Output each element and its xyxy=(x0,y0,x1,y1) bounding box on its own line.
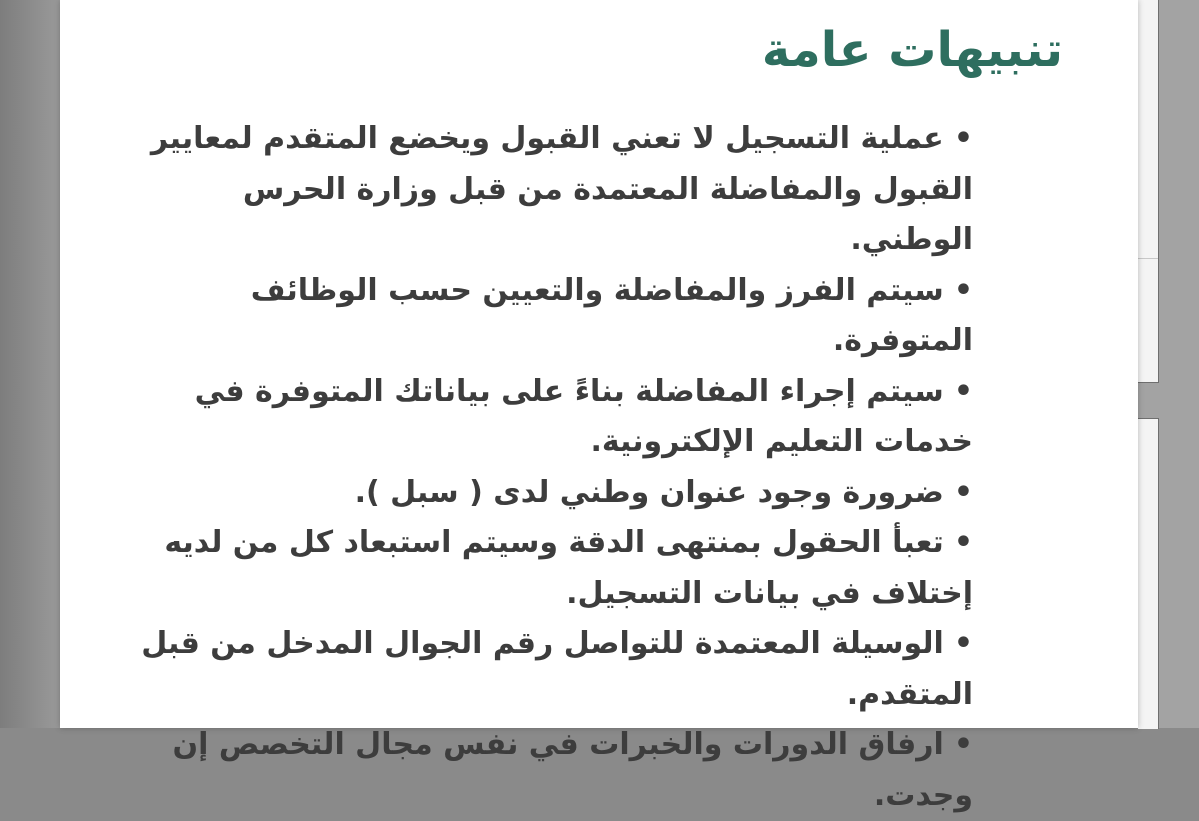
notice-item xyxy=(123,468,973,519)
background-card-top xyxy=(1138,0,1159,383)
bullet-icon: • xyxy=(953,727,973,762)
background-divider xyxy=(1138,258,1158,259)
background-card-bottom xyxy=(1138,418,1159,729)
dialog-title: تنبيهات عامة xyxy=(761,22,1063,78)
notice-text: سيتم إجراء المفاضلة بناءً على بياناتك المتوفرة في خدمات التعليم الإلكترونية. xyxy=(194,373,973,459)
bullet-icon: • xyxy=(953,272,973,308)
notice-text: ضرورة وجود عنوان وطني لدى ( سبل ). xyxy=(354,474,944,510)
bullet-icon: • xyxy=(953,525,973,560)
notice-item xyxy=(123,114,973,266)
notices-list xyxy=(123,114,973,821)
notice-text: الوسيلة المعتمدة للتواصل رقم الجوال المدخل من قبل المتقدم. xyxy=(141,626,973,712)
notice-item xyxy=(123,367,973,468)
notice-item xyxy=(123,266,973,367)
notice-text: عملية التسجيل لا تعني القبول ويخضع المتقدم لمعايير القبول والمفاضلة المعتمدة من قبل وزارة الحرس الوطني. xyxy=(150,121,973,257)
notice-item xyxy=(123,720,973,821)
general-notices-dialog xyxy=(60,0,1138,813)
bullet-icon: • xyxy=(953,626,973,661)
notice-item xyxy=(123,518,973,619)
notice-text: سيتم الفرز والمفاضلة والتعيين حسب الوظائف المتوفرة. xyxy=(250,272,973,358)
bullet-icon: • xyxy=(953,373,973,409)
notice-text: تعبأ الحقول بمنتهى الدقة وسيتم استبعاد كل من لديه إختلاف في بيانات التسجيل. xyxy=(164,525,973,611)
notice-item xyxy=(123,619,973,720)
bullet-icon: • xyxy=(953,121,973,156)
notice-text: ارفاق الدورات والخبرات في نفس مجال التخصص إن وجدت. xyxy=(172,727,973,813)
bullet-icon: • xyxy=(953,474,973,510)
